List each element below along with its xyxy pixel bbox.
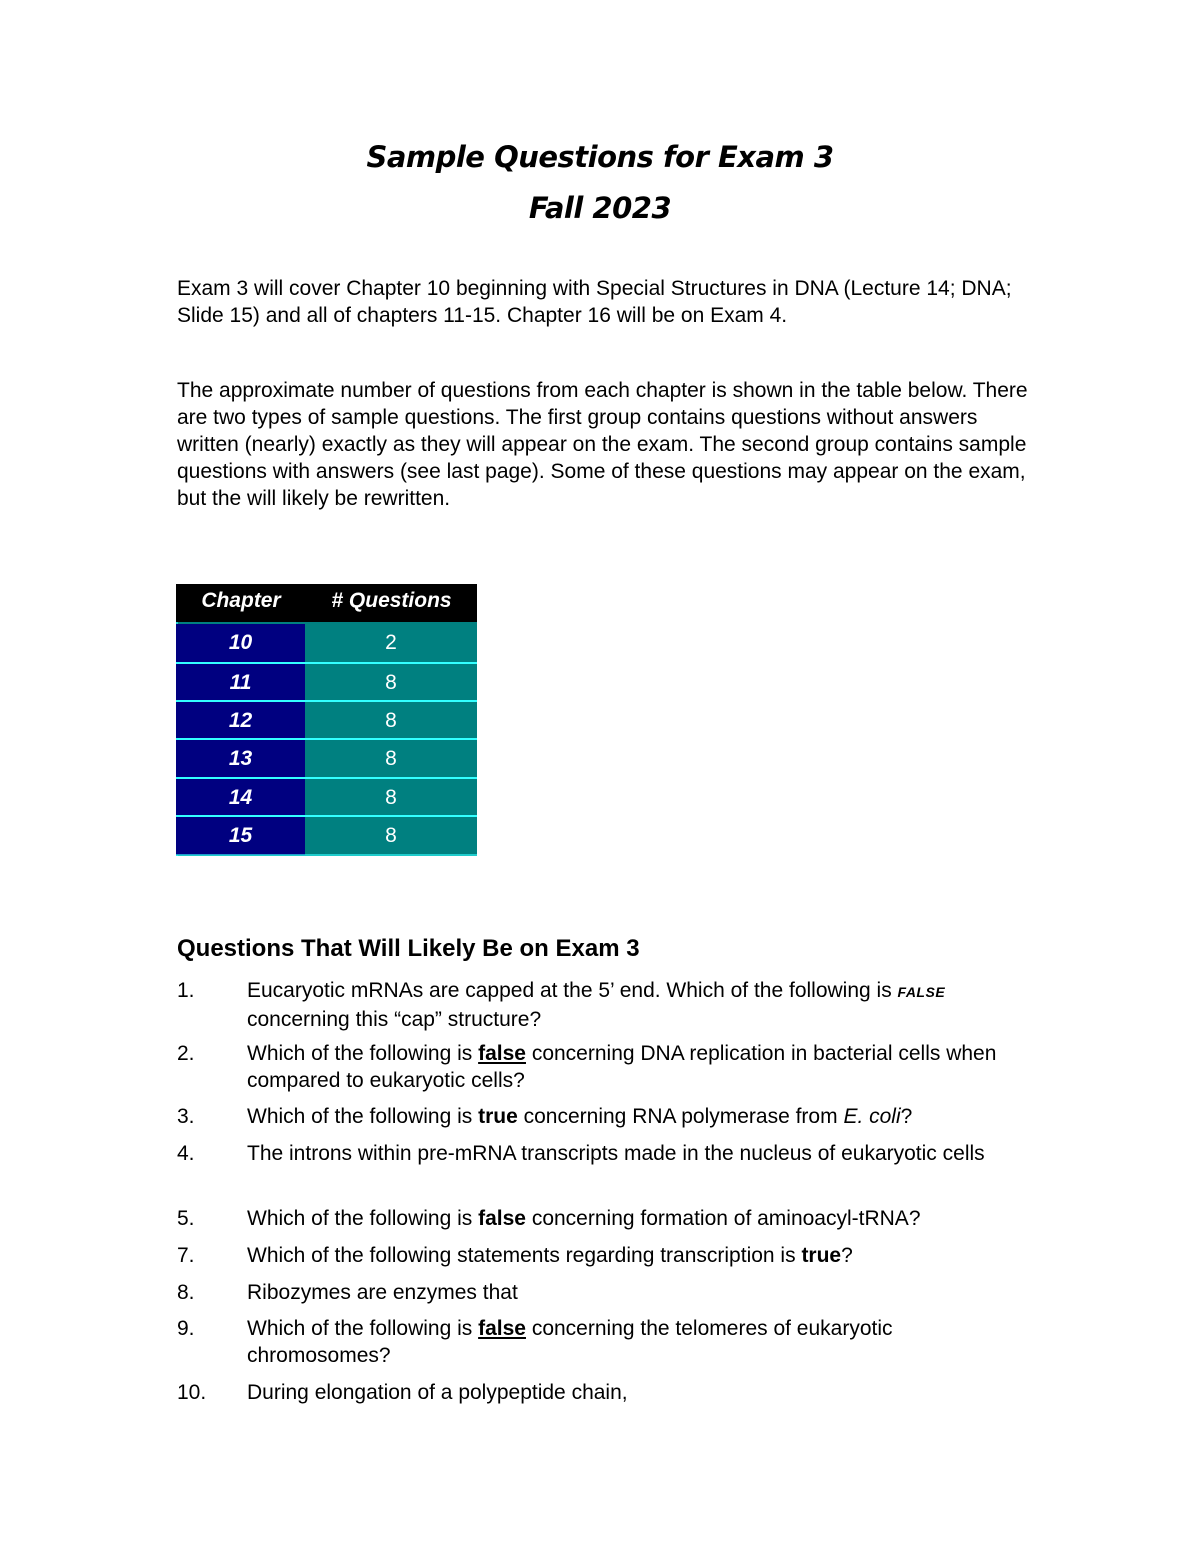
question-text: Ribozymes are enzymes that bbox=[247, 1281, 518, 1304]
emphasis-true: true bbox=[801, 1244, 842, 1267]
question-text: Which of the following is false concerning formation of aminoacyl-tRNA? bbox=[247, 1207, 921, 1230]
table-bottom-edge bbox=[176, 854, 477, 856]
question-number: 10. bbox=[177, 1381, 207, 1404]
table-row bbox=[176, 624, 477, 662]
table-cell-chapter: 14 bbox=[176, 779, 305, 817]
table-cell-questions: 8 bbox=[305, 702, 477, 740]
document-subtitle: Fall 2023 bbox=[528, 191, 672, 225]
question-number: 7. bbox=[177, 1244, 195, 1267]
question-number: 8. bbox=[177, 1281, 195, 1304]
emphasis-false: false bbox=[478, 1042, 526, 1065]
table-cell-chapter: 15 bbox=[176, 817, 305, 855]
question-text: Which of the following statements regarding transcription is true? bbox=[247, 1244, 853, 1267]
table-cell-questions: 8 bbox=[305, 740, 477, 778]
emphasis-false: false bbox=[478, 1317, 526, 1340]
table-cell-chapter: 12 bbox=[176, 702, 305, 740]
question-text: Which of the following is false concerning DNA replication in bacterial cells when compared to eukaryotic cells? bbox=[247, 1042, 997, 1092]
question-number: 1. bbox=[177, 979, 195, 1002]
question-text: Which of the following is true concerning RNA polymerase from E. coli? bbox=[247, 1105, 913, 1128]
table-cell-questions: 8 bbox=[305, 817, 477, 855]
table-row bbox=[176, 740, 477, 778]
question-number: 9. bbox=[177, 1317, 195, 1340]
intro-paragraph-2: The approximate number of questions from each chapter is shown in the table below. There are two types of sample questions. The first group contains questions without answers written (nearly) exactly as they will appear on the exam. The second group contains sample questions with answers (see last page). Some of these questions may appear on the exam, but the will likely be rewritten. bbox=[177, 379, 1028, 510]
table-cell-questions: 2 bbox=[305, 624, 477, 662]
table-header-questions: # Questions bbox=[331, 589, 452, 612]
document-title: Sample Questions for Exam 3 bbox=[366, 140, 834, 174]
emphasis-false: false bbox=[478, 1207, 526, 1230]
table-cell-questions: 8 bbox=[305, 779, 477, 817]
table-row bbox=[176, 817, 477, 855]
table-cell-chapter: 10 bbox=[176, 624, 305, 662]
question-text: Which of the following is false concerning the telomeres of eukaryotic chromosomes? bbox=[247, 1317, 893, 1367]
table-row bbox=[176, 702, 477, 740]
table-header-row bbox=[176, 584, 477, 622]
emphasis-true: true bbox=[478, 1105, 518, 1128]
question-number: 4. bbox=[177, 1142, 195, 1165]
question-number: 2. bbox=[177, 1042, 195, 1065]
question-number: 5. bbox=[177, 1207, 195, 1230]
table-cell-chapter: 13 bbox=[176, 740, 305, 778]
intro-paragraph-1: Exam 3 will cover Chapter 10 beginning with Special Structures in DNA (Lecture 14; DNA; Slide 15) and all of chapters 11-15. Chapter 16 will be on Exam 4. bbox=[177, 277, 1012, 327]
question-text: Eucaryotic mRNAs are capped at the 5’ end. Which of the following is FALSE concerning this “cap” structure? bbox=[247, 979, 946, 1031]
section-heading: Questions That Will Likely Be on Exam 3 bbox=[177, 935, 640, 962]
question-text: During elongation of a polypeptide chain, bbox=[247, 1381, 628, 1404]
question-number: 3. bbox=[177, 1105, 195, 1128]
table-header-chapter: Chapter bbox=[201, 589, 281, 612]
table-cell-questions: 8 bbox=[305, 664, 477, 702]
species-name: E. coli bbox=[843, 1105, 901, 1128]
table-row bbox=[176, 664, 477, 702]
question-text: The introns within pre-mRNA transcripts made in the nucleus of eukaryotic cells bbox=[247, 1142, 985, 1165]
table-row bbox=[176, 779, 477, 817]
table-cell-chapter: 11 bbox=[176, 664, 305, 702]
chapter-questions-table bbox=[176, 584, 477, 856]
emphasis-false: FALSE bbox=[897, 984, 946, 1000]
